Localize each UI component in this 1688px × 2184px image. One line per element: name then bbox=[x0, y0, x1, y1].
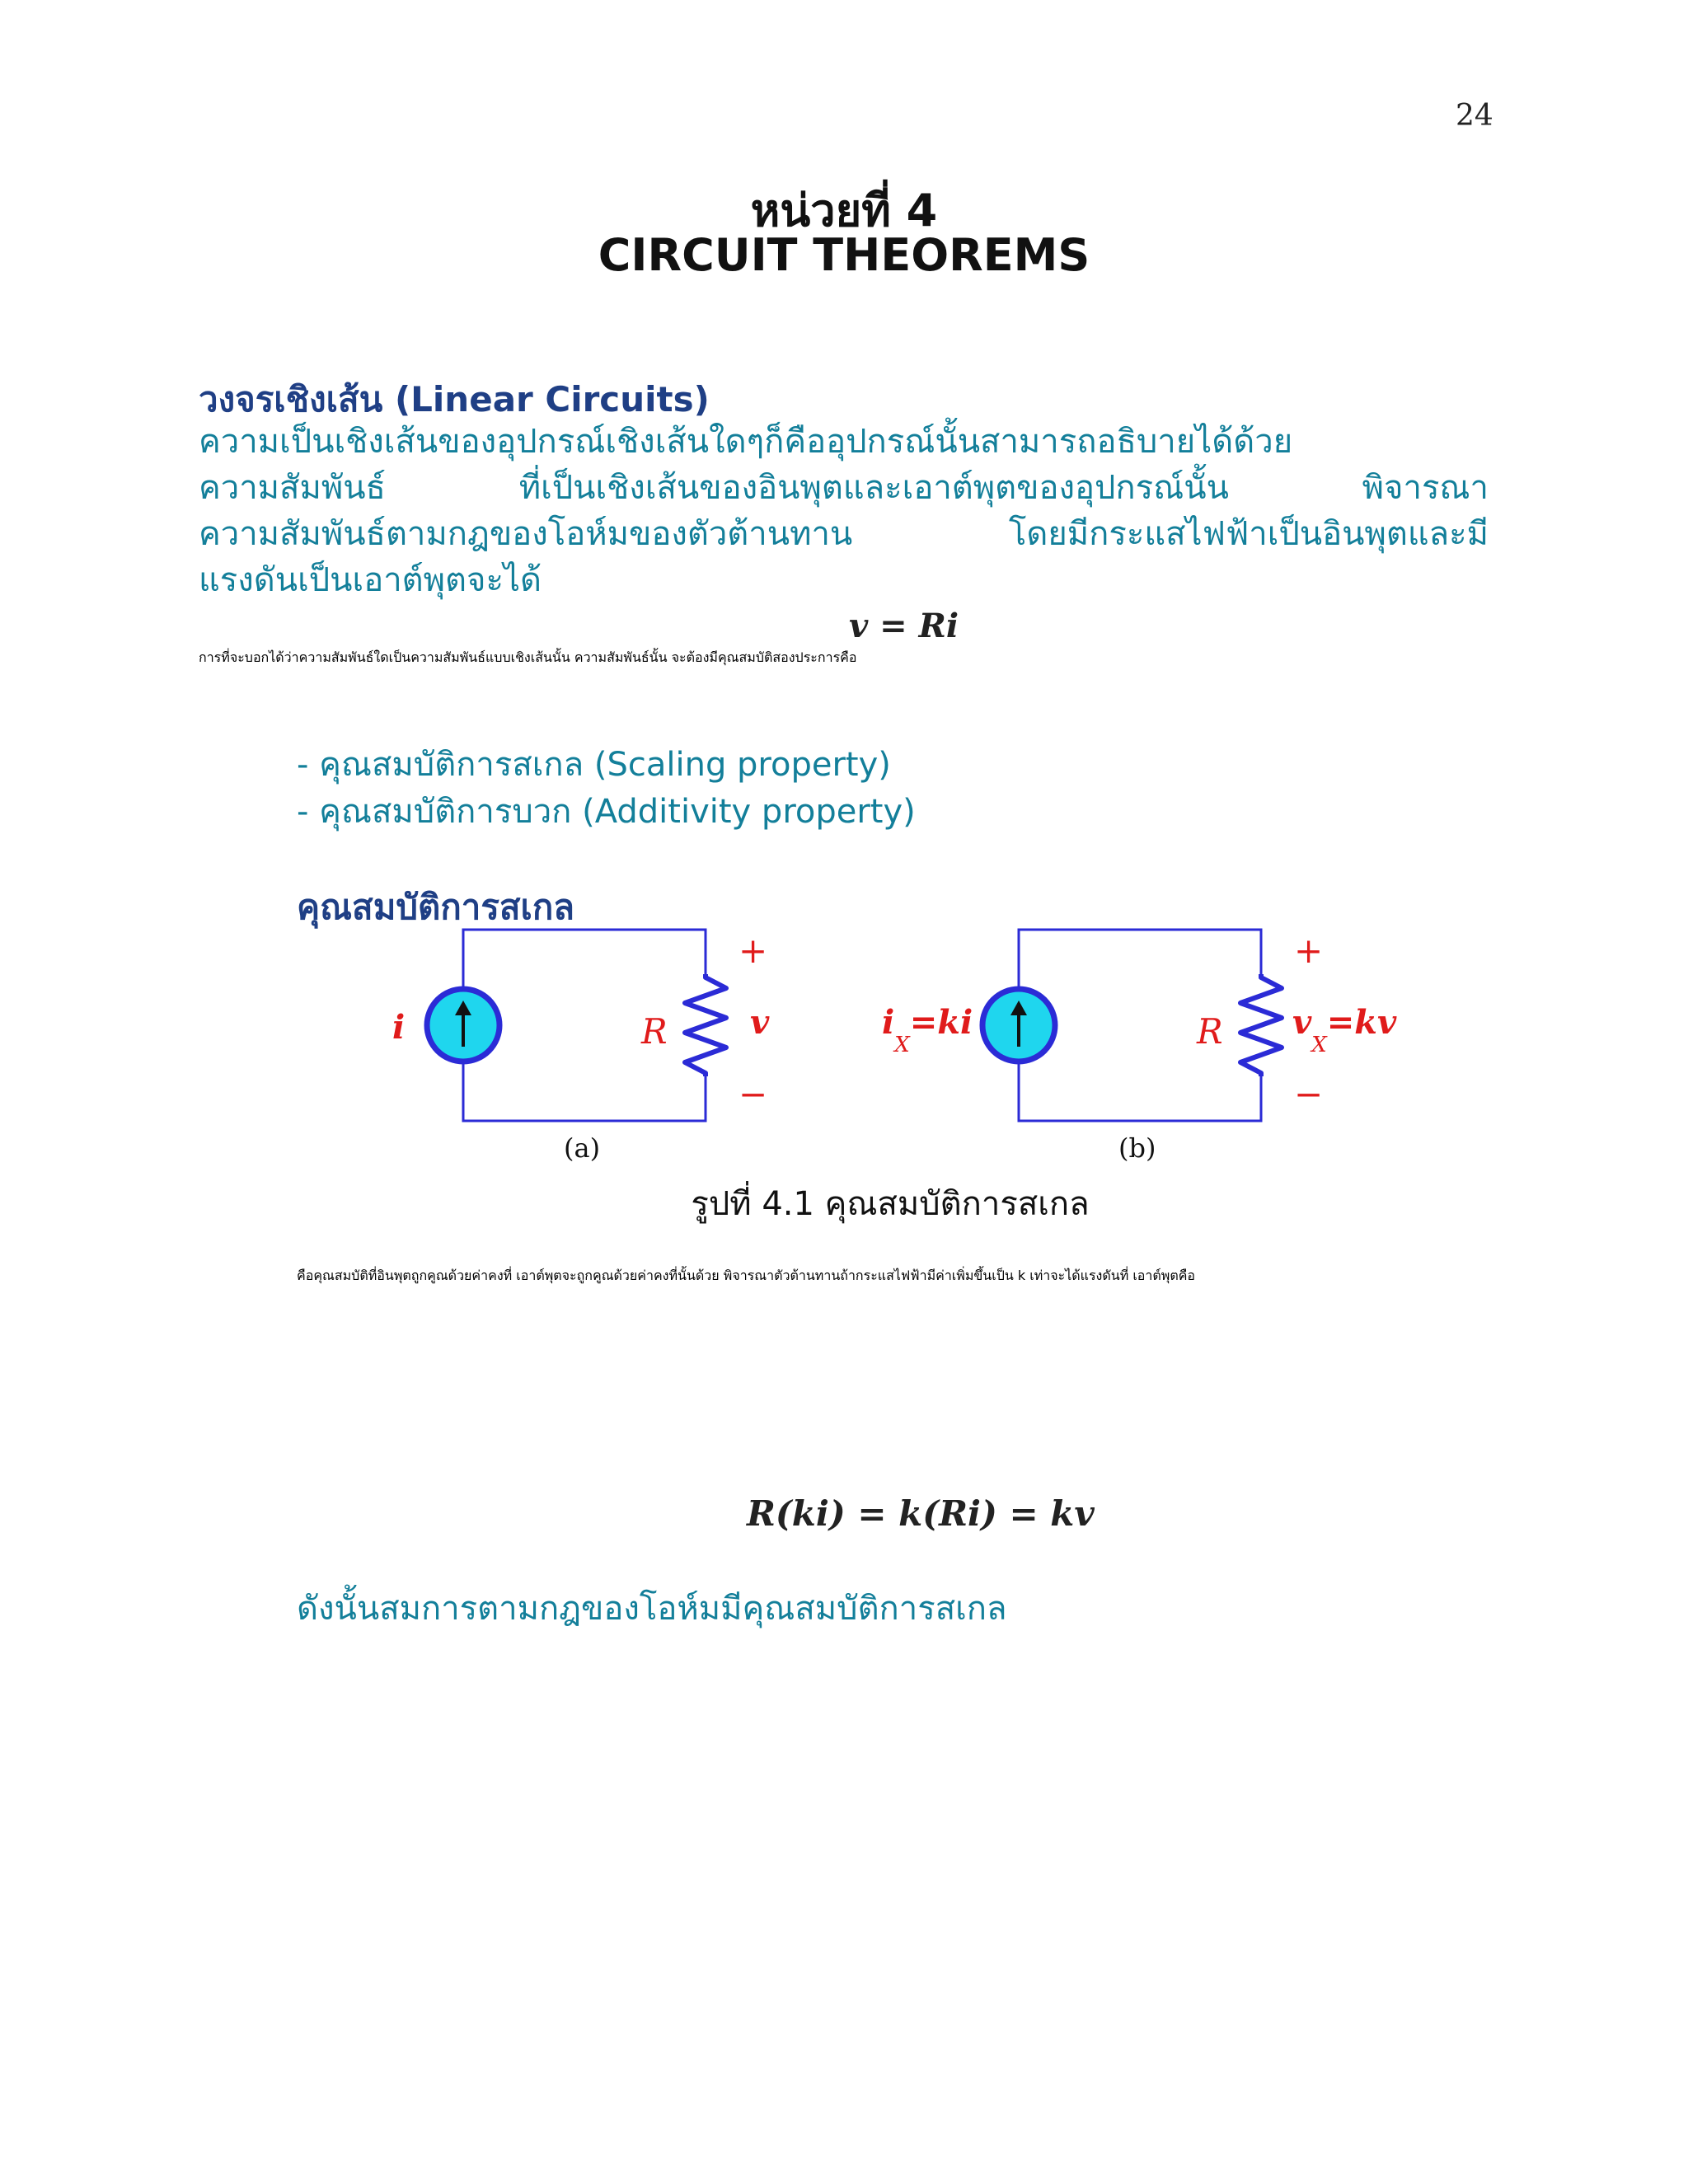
page-number: 24 bbox=[1456, 99, 1493, 133]
property-item-additivity: - คุณสมบัติการบวก (Additivity property) bbox=[297, 793, 916, 831]
voltage-label-main: v bbox=[1292, 1003, 1312, 1042]
ohms-law-equation: v = Ri bbox=[849, 607, 959, 645]
paragraph-line: จะต้องมีคุณสมบัติสองประการคือ bbox=[671, 649, 857, 665]
source-label-rest: =ki bbox=[909, 1003, 973, 1042]
scaling-equation: R(ki) = k(Ri) = kv bbox=[747, 1493, 1095, 1534]
property-item-scaling: - คุณสมบัติการสเกล (Scaling property) bbox=[297, 746, 891, 784]
figure-b-label: (b) bbox=[1118, 1132, 1156, 1164]
resistor-icon bbox=[685, 974, 726, 1076]
voltage-label-subscript: X bbox=[1311, 1033, 1327, 1057]
resistor-label: R bbox=[641, 1011, 668, 1052]
figure-caption: รูปที่ 4.1 คุณสมบัติการสเกล bbox=[691, 1185, 1090, 1223]
paragraph-line: แรงดันเป็นเอาต์พุตจะได้ bbox=[199, 561, 542, 599]
paragraph-line: ความเป็นเชิงเส้นของอุปกรณ์เชิงเส้นใดๆก็คืออุปกรณ์นั้นสามารถอธิบายได้ด้วย bbox=[199, 423, 1293, 461]
unit-title: หน่วยที่ 4 bbox=[750, 185, 938, 237]
figure-a-label: (a) bbox=[564, 1132, 601, 1164]
chapter-title: CIRCUIT THEOREMS bbox=[598, 229, 1090, 281]
resistor-icon bbox=[1240, 974, 1282, 1076]
paragraph-line: พิจารณาตัวต้านทานถ้ากระแสไฟฟ้ามีค่าเพิ่มขึ้นเป็น k เท่าจะได้แรงดันที่ bbox=[723, 1268, 1129, 1283]
paragraph-line: คือคุณสมบัติที่อินพุตถูกคูณด้วยค่าคงที่ เอาต์พุตจะถูกคูณด้วยค่าคงที่นั้นด้วย bbox=[297, 1268, 720, 1283]
minus-sign: − bbox=[1294, 1074, 1324, 1114]
resistor-label: R bbox=[1197, 1011, 1223, 1052]
conclusion-text: ดังนั้นสมการตามกฎของโอห์มมีคุณสมบัติการสเกล bbox=[297, 1590, 1007, 1628]
voltage-label: v bbox=[750, 1003, 770, 1042]
paragraph-line: การที่จะบอกได้ว่าความสัมพันธ์ใดเป็นความสัมพันธ์แบบเชิงเส้นนั้น ความสัมพันธ์นั้น bbox=[199, 649, 668, 665]
source-label-main: i bbox=[882, 1003, 895, 1042]
paragraph-line: ความสัมพันธ์ตามกฎของโอห์มของตัวต้านทาน โดยมีกระแสไฟฟ้าเป็นอินพุตและมี bbox=[199, 515, 1489, 553]
source-label-subscript: X bbox=[894, 1033, 910, 1057]
current-source-icon bbox=[982, 989, 1055, 1062]
source-label: i bbox=[392, 1008, 406, 1047]
plus-sign: + bbox=[738, 930, 768, 971]
scaled-voltage-label bbox=[1292, 1003, 1397, 1057]
current-source-icon bbox=[427, 989, 499, 1062]
minus-sign: − bbox=[738, 1074, 768, 1114]
scaling-explanation-paragraph bbox=[297, 1266, 1533, 1286]
scaled-source-label bbox=[882, 1003, 973, 1057]
voltage-label-rest: =kv bbox=[1326, 1003, 1397, 1042]
plus-sign: + bbox=[1294, 930, 1324, 971]
paragraph-line: ความสัมพันธ์ ที่เป็นเชิงเส้นของอินพุตและเอาต์พุตของอุปกรณ์นั้น พิจารณา bbox=[199, 469, 1489, 507]
paragraph-line: เอาต์พุตคือ bbox=[1132, 1268, 1196, 1283]
section-heading-scaling-property: คุณสมบัติการสเกล bbox=[297, 887, 575, 927]
linearity-condition-paragraph bbox=[199, 648, 1517, 668]
section-heading-linear-circuits: วงจรเชิงเส้น (Linear Circuits) bbox=[199, 379, 710, 419]
linearity-paragraph bbox=[199, 419, 1489, 603]
